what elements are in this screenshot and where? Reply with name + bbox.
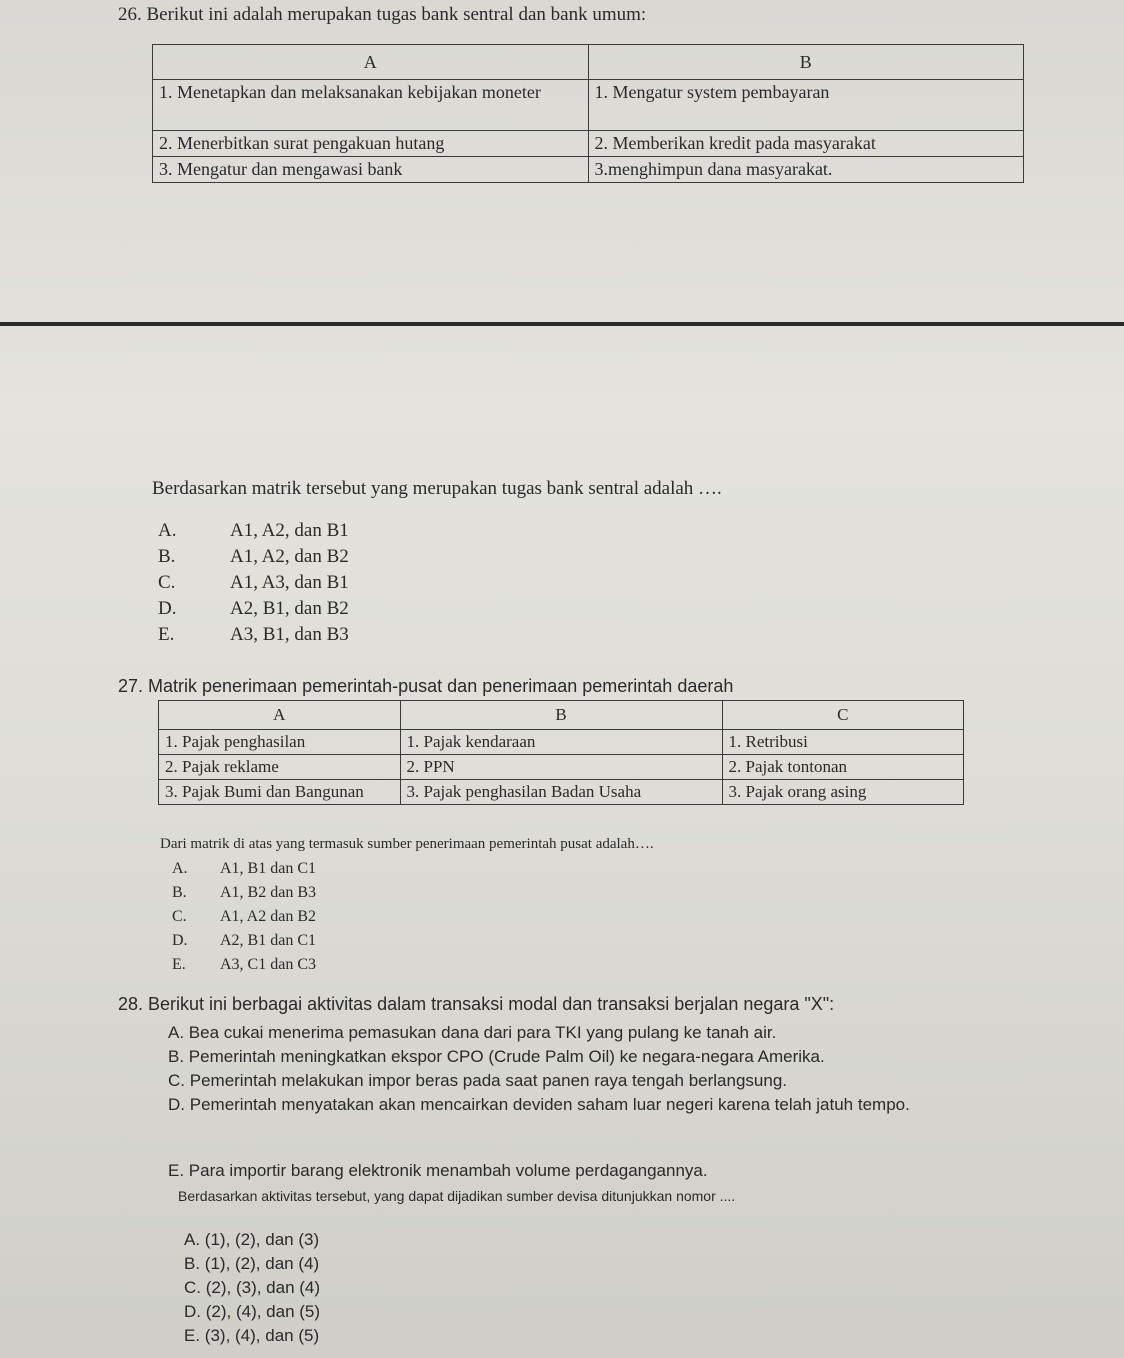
activity-text: Bea cukai menerima pemasukan dana dari para TKI yang pulang ke tanah air. (188, 1023, 777, 1042)
q28-activity-e (168, 1160, 1028, 1181)
q27-cell: 2. Pajak reklame (159, 755, 401, 780)
q26-option-b[interactable] (158, 546, 349, 568)
q28-activity-a (168, 1022, 1028, 1043)
q26-option-a[interactable] (158, 520, 349, 542)
page-divider (0, 322, 1124, 326)
q27-cell: 3. Pajak penghasilan Badan Usaha (400, 780, 722, 805)
activity-text: Pemerintah menyatakan akan mencairkan deviden saham luar negeri karena telah jatuh tempo. (189, 1095, 910, 1114)
q27-option-b[interactable] (172, 884, 316, 902)
q27-question: Dari matrik di atas yang termasuk sumber penerimaan pemerintah pusat adalah…. (160, 836, 654, 852)
q26-header-b: B (588, 45, 1024, 80)
activity-text: Pemerintah melakukan impor beras pada saat panen raya tengah berlangsung. (189, 1071, 788, 1090)
q27-option-c[interactable] (172, 908, 316, 926)
option-text: (2), (4), dan (5) (205, 1302, 321, 1321)
q26-cell: 2. Menerbitkan surat pengakuan hutang (153, 131, 589, 157)
table-row (159, 780, 964, 805)
q27-cell: 2. PPN (400, 755, 722, 780)
q28-activity-c (168, 1070, 1028, 1091)
activity-key: B. (168, 1047, 185, 1066)
q26-cell: 2. Memberikan kredit pada masyarakat (588, 131, 1024, 157)
option-text: A2, B1 dan C1 (220, 932, 316, 949)
q27-option-e[interactable] (172, 956, 316, 974)
q26-question: Berdasarkan matrik tersebut yang merupakan tugas bank sentral adalah …. (152, 478, 722, 499)
q26-matrix-table (152, 44, 1024, 183)
q26-option-c[interactable] (158, 572, 349, 594)
q28-question: Berdasarkan aktivitas tersebut, yang dapat dijadikan sumber devisa ditunjukkan nomor .... (178, 1188, 736, 1204)
q27-option-a[interactable] (172, 860, 316, 878)
option-text: A1, B1 dan C1 (220, 860, 316, 877)
q26-option-d[interactable] (158, 598, 349, 620)
q27-header-a: A (159, 701, 401, 730)
table-row (159, 755, 964, 780)
q28-option-c[interactable] (184, 1278, 320, 1298)
q27-cell: 1. Pajak penghasilan (159, 730, 401, 755)
option-text: A2, B1, dan B2 (230, 598, 349, 619)
q27-cell: 2. Pajak tontonan (722, 755, 964, 780)
table-row (159, 730, 964, 755)
q26-option-e[interactable] (158, 624, 349, 646)
activity-key: A. (168, 1023, 185, 1042)
table-header-row (159, 701, 964, 730)
option-text: A3, C1 dan C3 (220, 956, 316, 973)
q26-cell: 3. Mengatur dan mengawasi bank (153, 157, 589, 183)
activity-key: D. (168, 1095, 185, 1114)
q26-cell: 1. Menetapkan dan melaksanakan kebijakan moneter (153, 80, 589, 131)
table-row (153, 131, 1024, 157)
option-text: A3, B1, dan B3 (230, 624, 349, 645)
option-text: A1, A2, dan B2 (230, 546, 349, 567)
q26-title: 26. Berikut ini adalah merupakan tugas bank sentral dan bank umum: (118, 4, 647, 25)
q28-option-a[interactable] (184, 1230, 319, 1250)
table-header-row (153, 45, 1024, 80)
option-key: D. (158, 598, 177, 619)
option-text: A1, A2, dan B1 (230, 520, 349, 541)
activity-key: C. (168, 1071, 185, 1090)
q28-activity-d (168, 1094, 1028, 1115)
table-row (153, 80, 1024, 131)
option-key: B. (172, 884, 187, 901)
option-key: D. (172, 932, 188, 949)
option-key: B. (158, 546, 176, 567)
option-key: A. (158, 520, 177, 541)
option-key: C. (158, 572, 176, 593)
q27-cell: 3. Pajak orang asing (722, 780, 964, 805)
q26-header-a: A (153, 45, 589, 80)
q28-option-e[interactable] (184, 1326, 319, 1346)
q26-cell: 1. Mengatur system pembayaran (588, 80, 1024, 131)
option-text: (1), (2), dan (4) (204, 1254, 320, 1273)
option-text: (1), (2), dan (3) (204, 1230, 320, 1249)
activity-key: E. (168, 1161, 185, 1180)
q28-option-b[interactable] (184, 1254, 319, 1274)
q27-matrix-table (158, 700, 964, 805)
table-row (153, 157, 1024, 183)
option-key: A. (184, 1230, 201, 1249)
q27-title: 27. Matrik penerimaan pemerintah-pusat dan penerimaan pemerintah daerah (118, 676, 734, 696)
q27-header-c: C (722, 701, 964, 730)
option-key: E. (172, 956, 186, 973)
q28-activity-b (168, 1046, 1028, 1067)
option-key: C. (184, 1278, 201, 1297)
q27-cell: 1. Retribusi (722, 730, 964, 755)
q27-header-b: B (400, 701, 722, 730)
q27-option-d[interactable] (172, 932, 316, 950)
q26-cell: 3.menghimpun dana masyarakat. (588, 157, 1024, 183)
option-key: E. (158, 624, 175, 645)
option-key: C. (172, 908, 187, 925)
option-text: (3), (4), dan (5) (204, 1326, 320, 1345)
q27-cell: 3. Pajak Bumi dan Bangunan (159, 780, 401, 805)
option-text: A1, A2 dan B2 (220, 908, 316, 925)
q27-cell: 1. Pajak kendaraan (400, 730, 722, 755)
q28-option-d[interactable] (184, 1302, 320, 1322)
option-text: (2), (3), dan (4) (205, 1278, 321, 1297)
option-key: D. (184, 1302, 201, 1321)
activity-text: Para importir barang elektronik menambah volume perdagangannya. (188, 1161, 708, 1180)
option-text: A1, B2 dan B3 (220, 884, 316, 901)
option-key: A. (172, 860, 188, 877)
option-key: B. (184, 1254, 201, 1273)
q28-title: 28. Berikut ini berbagai aktivitas dalam transaksi modal dan transaksi berjalan negara "X": (118, 994, 835, 1014)
option-key: E. (184, 1326, 201, 1345)
option-text: A1, A3, dan B1 (230, 572, 349, 593)
activity-text: Pemerintah meningkatkan ekspor CPO (Crude Palm Oil) ke negara-negara Amerika. (188, 1047, 825, 1066)
